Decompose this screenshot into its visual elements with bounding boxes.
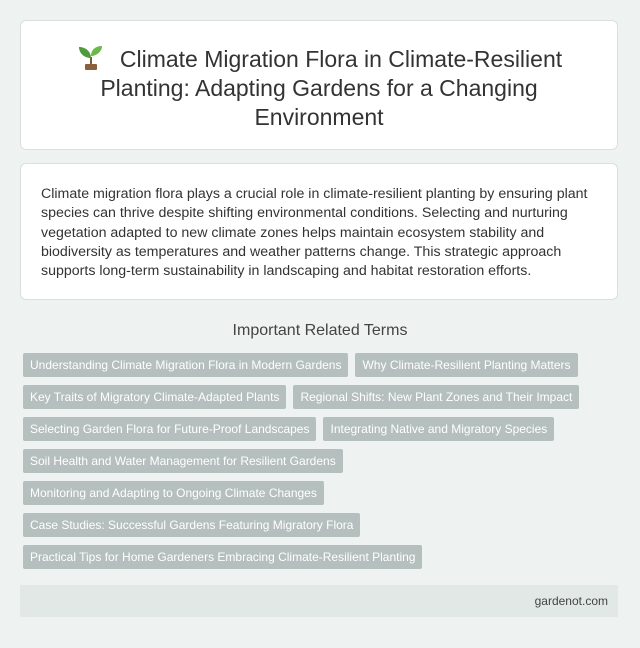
title-card	[20, 20, 618, 150]
footer-site-link[interactable]: gardenot.com	[534, 594, 608, 608]
related-term-tag[interactable]: Regional Shifts: New Plant Zones and Their Impact	[293, 385, 579, 409]
related-term-tag[interactable]: Selecting Garden Flora for Future-Proof Landscapes	[23, 417, 316, 441]
summary-card	[20, 163, 618, 300]
related-term-tag[interactable]: Why Climate-Resilient Planting Matters	[355, 353, 577, 377]
footer	[20, 585, 618, 617]
related-term-tag[interactable]: Soil Health and Water Management for Resilient Gardens	[23, 449, 343, 473]
summary-text: Climate migration flora plays a crucial role in climate-resilient planting by ensuring plant species can thrive despite shifting environmental conditions. Selecting and nurturing vegetation adapted to new climate zones helps maintain ecosystem stability and biodiversity as temperatures and weather patterns change. This strategic approach supports long-term sustainability in landscaping and habitat restoration efforts.	[41, 186, 588, 280]
page-title	[21, 44, 617, 132]
related-terms-heading: Important Related Terms	[232, 322, 408, 339]
related-terms-list	[23, 353, 623, 577]
related-term-tag[interactable]: Case Studies: Successful Gardens Featuring Migratory Flora	[23, 513, 360, 537]
related-term-tag[interactable]: Practical Tips for Home Gardeners Embracing Climate-Resilient Planting	[23, 545, 422, 569]
page-title-text: Climate Migration Flora in Climate-Resilient Planting: Adapting Gardens for a Changing Environment	[100, 46, 563, 130]
related-term-tag[interactable]: Key Traits of Migratory Climate-Adapted Plants	[23, 385, 286, 409]
related-term-tag[interactable]: Integrating Native and Migratory Species	[323, 417, 554, 441]
related-term-tag[interactable]: Monitoring and Adapting to Ongoing Climate Changes	[23, 481, 324, 505]
sprout-icon	[76, 44, 106, 70]
related-term-tag[interactable]: Understanding Climate Migration Flora in Modern Gardens	[23, 353, 348, 377]
